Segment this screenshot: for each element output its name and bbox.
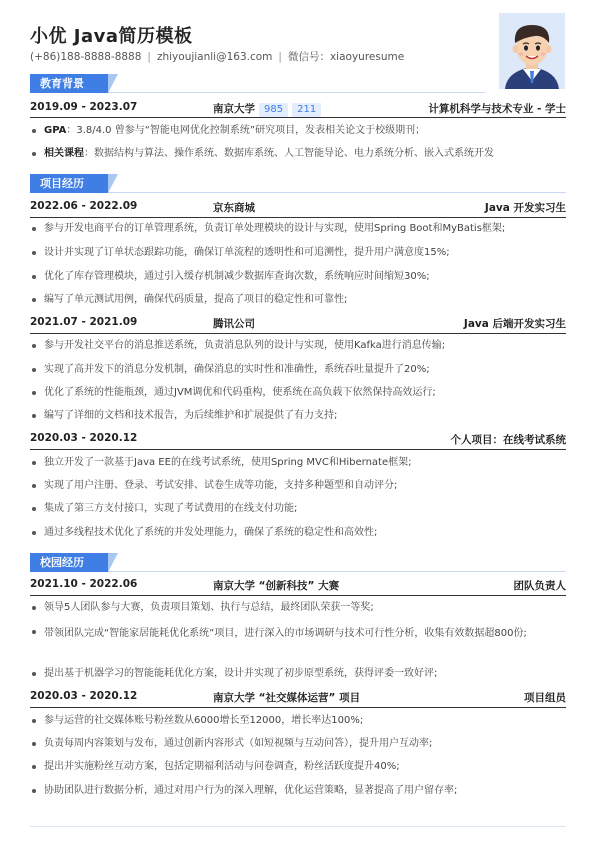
divider: [30, 333, 566, 334]
list-item: 独立开发了一款基于Java EE的在线考试系统，使用Spring MVC和Hibernate框架;: [30, 456, 562, 470]
list-item: 参与运营的社交媒体账号粉丝数从6000增长至12000，增长率达100%;: [30, 714, 562, 728]
gpa-text: ：3.8/4.0 曾参与“智能电网优化控制系统”研究项目，发表相关论文于校级期刊；: [66, 125, 426, 136]
list-item: 提出并实施粉丝互动方案，包括定期福利活动与问卷调查，粉丝活跃度提升40%;: [30, 760, 562, 774]
entry-date: 2019.09 - 2023.07: [30, 101, 138, 113]
email-text: zhiyoujianli@163.com: [156, 51, 273, 63]
divider: [30, 449, 566, 450]
entry-role: 个人项目：在线考试系统: [450, 434, 566, 446]
entry-date: 2021.10 - 2022.06: [30, 578, 138, 590]
entry-date: 2020.03 - 2020.12: [30, 432, 138, 444]
wechat-text: 微信号：xiaoyuresume: [287, 51, 405, 63]
list-item: 参与开发电商平台的订单管理系统，负责订单处理模块的设计与实现，使用Spring Boot和MyBatis框架;: [30, 222, 562, 236]
tag-badge: 985: [259, 103, 288, 117]
entry-date: 2020.03 - 2020.12: [30, 690, 138, 702]
list-item: 提出基于机器学习的智能能耗优化方案，设计并实现了初步原型系统，获得评委一致好评;: [30, 667, 562, 681]
resume-name: 小优 Java简历模板: [30, 26, 193, 47]
entry-org: 腾讯公司: [213, 318, 255, 330]
list-item: 带领团队完成“智能家居能耗优化系统”项目，进行深入的市场调研与技术可行性分析，收集有效数据超800份;: [30, 625, 562, 643]
entry-org: 南京大学 “社交媒体运营” 项目: [213, 692, 361, 704]
section-projects: [30, 174, 566, 193]
project-entry: [30, 316, 566, 332]
avatar-illustration: [499, 13, 565, 89]
contact-line: [30, 49, 404, 64]
gpa-label: GPA: [44, 125, 67, 136]
entry-role: 项目组员: [524, 692, 566, 704]
entry-role: 团队负责人: [513, 580, 566, 592]
school-name: 南京大学: [213, 103, 255, 115]
phone-text: (+86)188-8888-8888: [30, 51, 142, 63]
campus-entry: [30, 578, 566, 594]
courses-text: ：数据结构与算法、操作系统、数据库系统、人工智能导论、电力系统分析、嵌入式系统开发: [84, 148, 494, 159]
project-entry: [30, 432, 566, 448]
campus-entry: [30, 690, 566, 706]
entry-org: [213, 101, 321, 117]
project-entry: [30, 200, 566, 216]
list-item: 编写了单元测试用例，确保代码质量，提高了项目的稳定性和可靠性;: [30, 293, 562, 307]
separator: |: [147, 51, 151, 63]
entry-role: Java 开发实习生: [484, 202, 566, 214]
list-item: 协助团队进行数据分析，通过对用户行为的深入理解，优化运营策略，显著提高了用户留存率;: [30, 784, 562, 798]
entry-org: 南京大学 “创新科技” 大赛: [213, 580, 340, 592]
entry-role: Java 后端开发实习生: [463, 318, 566, 330]
list-item: 优化了系统的性能瓶颈，通过JVM调优和代码重构，使系统在高负载下依然保持高效运行;: [30, 386, 562, 400]
list-item: 优化了库存管理模块，通过引入缓存机制减少数据库查询次数，系统响应时间缩短30%;: [30, 270, 562, 284]
list-item: 编写了详细的文档和技术报告，为后续维护和扩展提供了有力支持;: [30, 409, 562, 423]
list-item: 通过多线程技术优化了系统的并发处理能力，确保了系统的稳定性和高效性;: [30, 526, 562, 540]
entry-date: 2022.06 - 2022.09: [30, 200, 138, 212]
divider: [30, 707, 566, 708]
section-campus: [30, 553, 566, 572]
tag-badge: 211: [292, 103, 321, 117]
divider: [30, 117, 566, 118]
footer-divider: [30, 826, 566, 827]
list-item: 参与开发社交平台的消息推送系统，负责消息队列的设计与实现，使用Kafka进行消息传输;: [30, 339, 562, 353]
list-item: 实现了高并发下的消息分发机制，确保消息的实时性和准确性，系统吞吐量提升了20%;: [30, 363, 562, 377]
section-title: 教育背景: [30, 74, 108, 93]
list-item: 设计并实现了订单状态跟踪功能，确保订单流程的透明性和可追溯性，提升用户满意度15%;: [30, 246, 562, 260]
divider: [30, 595, 566, 596]
avatar: [499, 13, 565, 89]
divider: [30, 217, 566, 218]
list-item: 领导5人团队参与大赛，负责项目策划、执行与总结，最终团队荣获一等奖;: [30, 601, 562, 615]
section-title: 校园经历: [30, 553, 108, 572]
separator: |: [278, 51, 282, 63]
entry-role: 计算机科学与技术专业 - 学士: [428, 103, 566, 115]
section-title: 项目经历: [30, 174, 108, 193]
list-item: 实现了用户注册、登录、考试安排、试卷生成等功能，支持多种题型和自动评分;: [30, 479, 562, 493]
list-item: [30, 147, 562, 161]
section-education: [30, 74, 485, 93]
entry-date: 2021.07 - 2021.09: [30, 316, 138, 328]
list-item: 集成了第三方支付接口，实现了考试费用的在线支付功能;: [30, 502, 562, 516]
list-item: [30, 124, 562, 138]
list-item: 负责每周内容策划与发布，通过创新内容形式（如短视频与互动问答），提升用户互动率;: [30, 737, 562, 751]
entry-org: 京东商城: [213, 202, 255, 214]
education-entry: [30, 101, 566, 117]
courses-label: 相关课程: [44, 148, 84, 159]
